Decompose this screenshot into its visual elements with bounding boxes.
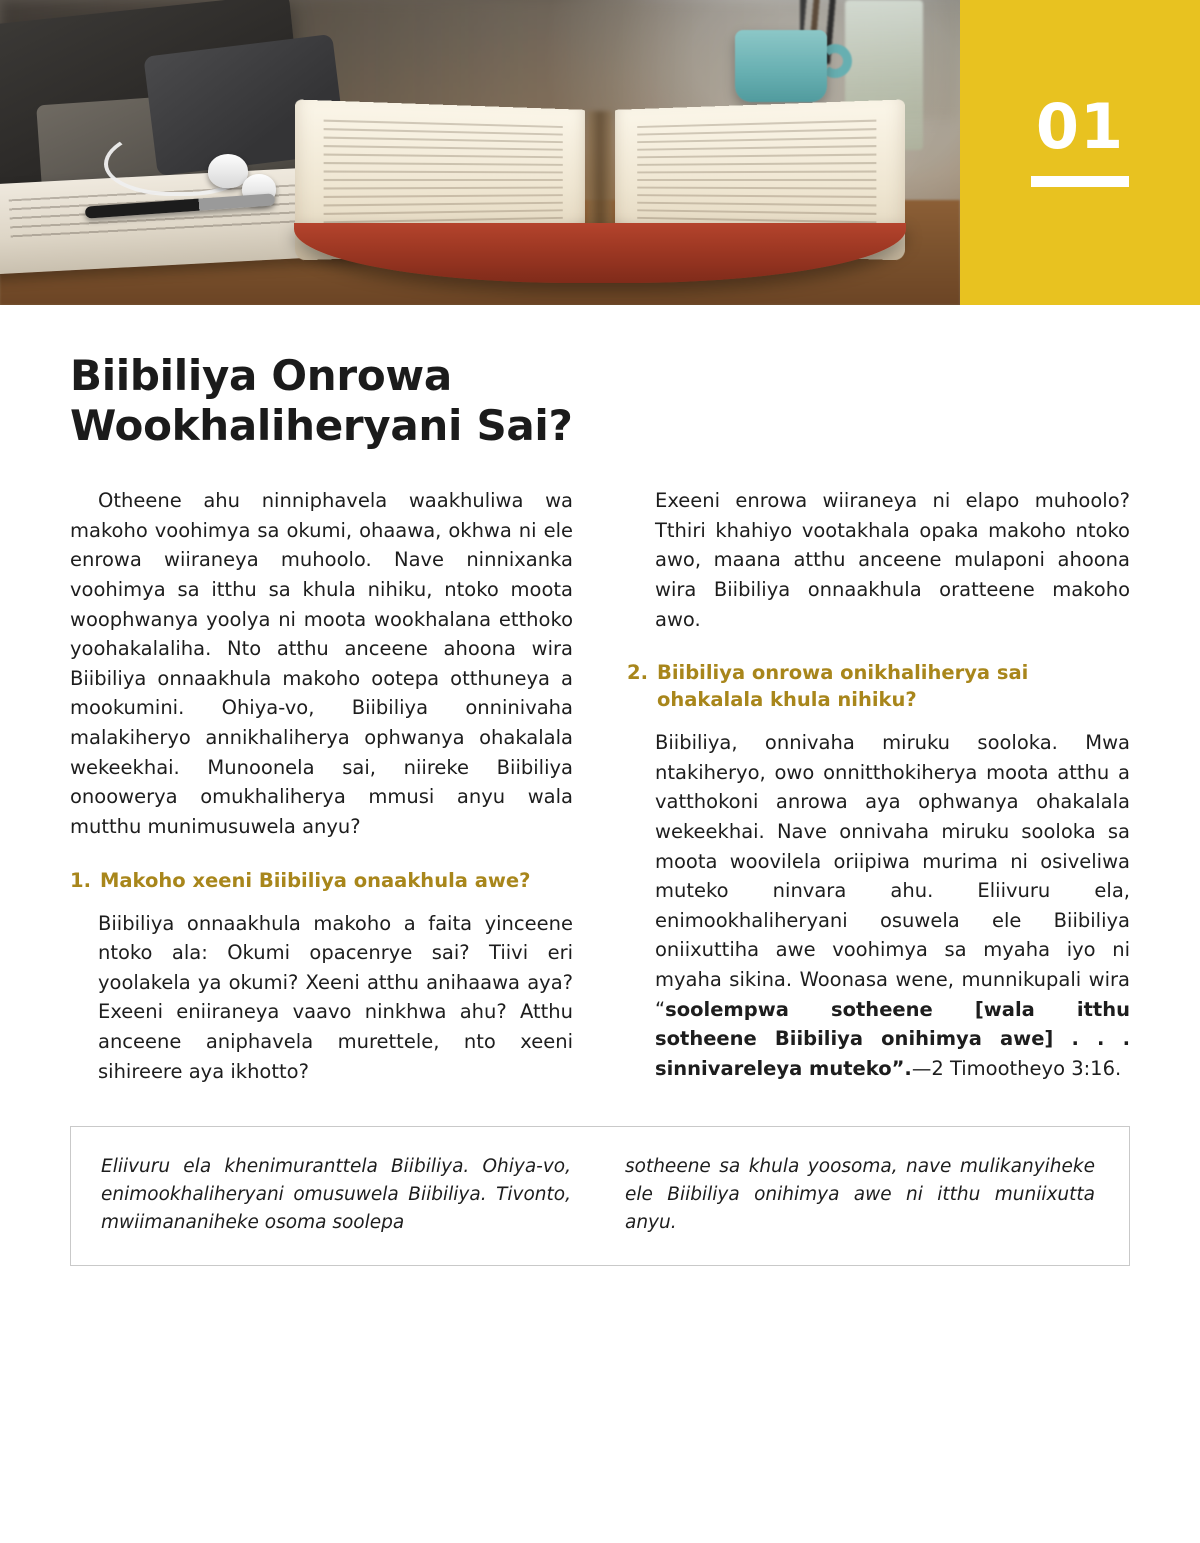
book-page-edges <box>294 223 906 283</box>
question-1-answer-text: Biibiliya onnaakhula makoho a faita yinceene ntoko ala: Okumi opacenrye sai? Tiivi eri yoolakela ya okumi? Xeeni atthu anihaawa aya? Exeeni eniiraneya vaavo ninkhwa ahu? Atthu anceene aniphavela murettele, nto xeeni sihireere aya ikhotto? <box>98 911 573 1083</box>
question-2-number: 2. <box>627 661 648 685</box>
question-2-text: Biibiliya onrowa onikhaliherya sai ohakalala khula nihiku? <box>656 661 1029 712</box>
footer-note-box <box>70 1126 1130 1265</box>
question-2-answer <box>627 728 1130 1084</box>
left-column <box>70 486 573 1086</box>
right-column-intro <box>627 486 1130 634</box>
question-2-scripture-reference: —2 Timootheyo 3:16. <box>911 1056 1122 1080</box>
article-content <box>0 305 1200 1086</box>
open-book-decor <box>300 105 900 285</box>
lesson-number: 01 <box>1035 90 1125 163</box>
page-title: Biibiliya Onrowa Wookhaliheryani Sai? <box>70 351 573 450</box>
question-2-scripture-quote: soolempwa sotheene [wala itthu sotheene Biibiliya onihimya awe] . . . sinnivareleya muteko”. <box>655 997 1130 1080</box>
right-column-intro-text: Exeeni enrowa wiiraneya ni elapo muhoolo? Tthiri khahiyo vootakhala opaka makoho ntoko awo, maana atthu anceene mulaponi ahoona wira Biibiliya onnaakhula oratteene makoho awo. <box>655 489 1130 631</box>
question-1-heading <box>70 868 573 895</box>
coffee-mug-decor <box>735 30 827 102</box>
question-2-heading <box>627 660 1130 714</box>
two-column-layout <box>70 486 1130 1086</box>
badge-underline-rule <box>1031 176 1129 187</box>
footer-note-right: sotheene sa khula yoosoma, nave mulikanyiheke ele Biibiliya onihimya awe ni itthu muniixutta anyu. <box>625 1156 1095 1233</box>
question-1-text: Makoho xeeni Biibiliya onaakhula awe? <box>99 868 531 892</box>
hero-photo <box>0 0 960 305</box>
question-1-number: 1. <box>70 868 91 892</box>
right-column <box>627 486 1130 1083</box>
book-text-lines-left <box>324 120 563 232</box>
question-2-answer-paragraph <box>655 728 1130 1084</box>
question-2-answer-part1: Biibiliya, onnivaha miruku sooloka. Mwa ntakiheryo, owo onnitthokiherya moota atthu a vatthokoni anrowa aya ophwanya ohakalala wekeekhai. Nave onnivaha miruku sooloka sa moota woovilela oriipiwa murima ni osiveliwa muteko ninvara ahu. Eliivuru ela, enimookhaliheryani osuwela ele Biibiliya oniixuttiha awe voohimya sa myaha iyo ni myaha sikina. Woonasa wene, munnikupali wira “ <box>655 731 1130 1021</box>
hero-banner <box>0 0 1200 305</box>
earbud-left-decor <box>208 154 248 188</box>
question-1-answer <box>70 909 573 1087</box>
lesson-number-badge <box>960 0 1200 305</box>
intro-paragraph: Otheene ahu ninniphavela waakhuliwa wa makoho voohimya sa okumi, ohaawa, okhwa ni ele enrowa wiiraneya muhoolo. Nave ninnixanka voohimya sa itthu sa khula nihiku, ntoko moota woophwanya yoolya ni moota wookhalana etthoko yoohakalaliha. Nto atthu anceene ahoona wira Biibiliya onnaakhula makoho ootepa otthuneya a mookumini. Ohiya-vo, Biibiliya onninivaha malakiheryo annikhaliherya ophwanya ohakalala wekeekhai. Munoonela sai, niireke Biibiliya onoowerya omukhaliherya mmusi anyu wala mutthu munimusuwela anyu? <box>70 489 573 838</box>
book-text-lines-right <box>637 120 876 232</box>
footer-note-left: Eliivuru ela khenimuranttela Biibiliya. Ohiya-vo, enimookhaliheryani omusuwela Biibiliya. Tivonto, mwiimananiheke osoma soolepa <box>101 1156 571 1233</box>
